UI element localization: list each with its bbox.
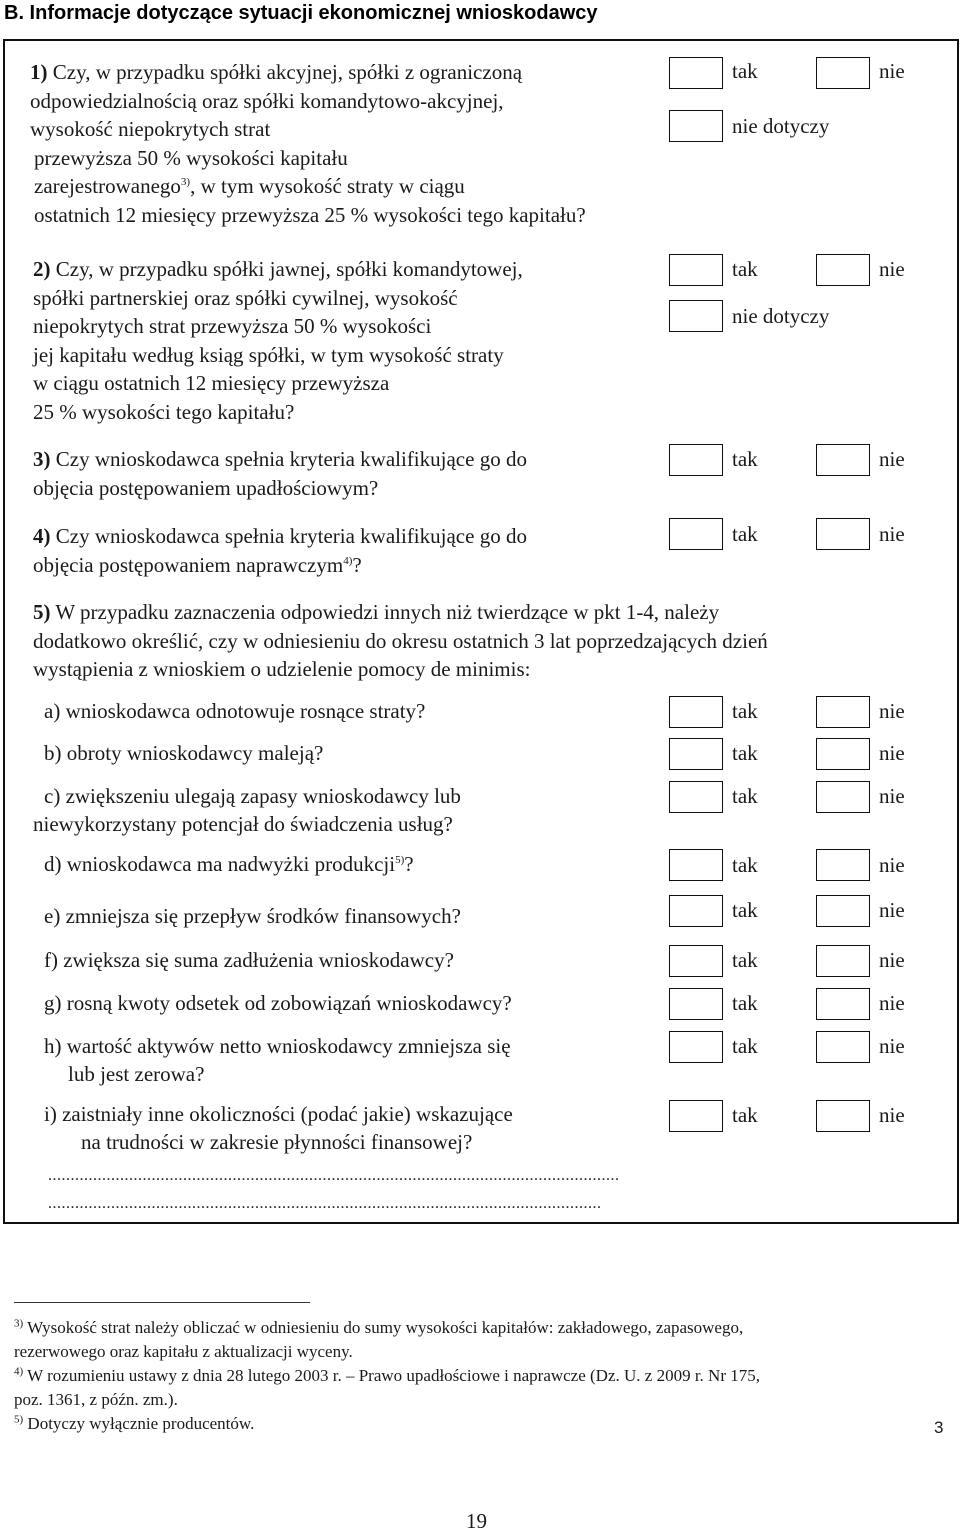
fill-in-line[interactable]: ........................................................................................................................... [48,1195,602,1212]
question-text: , w tym wysokość straty w ciągu [190,174,465,198]
sub-question-b: b) obroty wnioskodawcy maleją? [44,741,324,765]
question-4 [33,522,527,579]
question-text: wysokość niepokrytych strat [30,117,271,141]
q5d-no-checkbox[interactable] [816,849,870,881]
footnote-4 [14,1364,760,1387]
page-number-inner: 3 [934,1418,944,1437]
na-label: nie dotyczy [732,114,830,138]
question-text: przewyższa 50 % wysokości kapitału [34,145,348,170]
no-label: nie [879,784,905,808]
sub-question-c-cont: niewykorzystany potencjał do świadczenia usług? [33,812,453,836]
yes-label: tak [732,741,758,765]
footnote-ref: 5) [395,854,405,866]
footnote-3 [14,1316,743,1339]
q1-no-checkbox[interactable] [816,57,870,89]
yes-label: tak [732,853,758,877]
yes-label: tak [732,447,758,471]
question-number: 5) [33,600,51,624]
q5f-no-checkbox[interactable] [816,945,870,977]
q5c-no-checkbox[interactable] [816,781,870,813]
question-text: ? [352,552,362,577]
q3-yes-checkbox[interactable] [669,444,723,476]
footnote-separator [14,1302,310,1303]
q5e-no-checkbox[interactable] [816,895,870,927]
footnote-3-cont: rezerwowego oraz kapitału z aktualizacji wyceny. [14,1342,353,1361]
footnote-text: Dotyczy wyłącznie producentów. [27,1414,255,1433]
no-label: nie [879,1103,905,1127]
q1-yes-checkbox[interactable] [669,57,723,89]
q2-yes-checkbox[interactable] [669,254,723,286]
no-label: nie [879,991,905,1015]
footnote-ref: 4) [343,554,353,567]
no-label: nie [879,447,905,471]
sub-question-g: g) rosną kwoty odsetek od zobowiązań wnioskodawcy? [44,991,512,1015]
yes-label: tak [732,784,758,808]
question-3 [33,445,527,502]
footnote-marker: 3) [14,1317,24,1330]
question-text: Czy, w przypadku spółki akcyjnej, spółki z ograniczoną [47,60,523,84]
question-text: d) wnioskodawca ma nadwyżki produkcji [44,852,396,876]
q5h-yes-checkbox[interactable] [669,1031,723,1063]
sub-question-h-cont: lub jest zerowa? [68,1062,205,1086]
yes-label: tak [732,898,758,922]
q5b-no-checkbox[interactable] [816,738,870,770]
q4-no-checkbox[interactable] [816,518,870,550]
na-label: nie dotyczy [732,304,830,328]
question-text: objęcia postępowaniem naprawczym [33,552,344,577]
question-number: 3) [33,447,51,471]
footnote-ref: 3) [180,176,191,188]
yes-label: tak [732,1103,758,1127]
section-title: B. Informacje dotyczące sytuacji ekonomicznej wnioskodawcy [4,2,598,24]
sub-question-d [44,850,414,879]
footnote-text: Wysokość strat należy obliczać w odniesieniu do sumy wysokości kapitałów: zakładowego, zapasowego, [27,1318,744,1337]
yes-label: tak [732,257,758,281]
question-1 [30,58,586,229]
question-text: 25 % wysokości tego kapitału? [33,399,295,424]
question-text: ? [404,852,414,876]
q5f-yes-checkbox[interactable] [669,945,723,977]
question-text: objęcia postępowaniem upadłościowym? [33,475,379,500]
question-text: odpowiedzialnością oraz spółki komandytowo-akcyjnej, [30,88,504,113]
sub-question-i: i) zaistniały inne okoliczności (podać jakie) wskazujące [44,1102,513,1126]
yes-label: tak [732,1034,758,1058]
q3-no-checkbox[interactable] [816,444,870,476]
footnote-marker: 4) [14,1365,24,1378]
q1-na-checkbox[interactable] [669,110,723,142]
page-number: 19 [466,1509,487,1533]
q5i-yes-checkbox[interactable] [669,1100,723,1132]
sub-question-a: a) wnioskodawca odnotowuje rosnące straty? [44,699,426,723]
footnote-marker: 5) [14,1413,24,1426]
no-label: nie [879,59,905,83]
q5i-no-checkbox[interactable] [816,1100,870,1132]
question-text: spółki partnerskiej oraz spółki cywilnej, wysokość [33,285,458,310]
question-2 [33,255,523,426]
question-number: 4) [33,524,51,548]
question-5 [33,598,768,684]
yes-label: tak [732,522,758,546]
yes-label: tak [732,991,758,1015]
q5g-yes-checkbox[interactable] [669,988,723,1020]
footnote-4-cont: poz. 1361, z późn. zm.). [14,1390,178,1409]
question-text: Czy, w przypadku spółki jawnej, spółki komandytowej, [50,257,523,281]
footnote-text: W rozumieniu ustawy z dnia 28 lutego 2003 r. – Prawo upadłościowe i naprawcze (Dz. U. z 2009 r. Nr 175, [27,1366,760,1385]
sub-question-e: e) zmniejsza się przepływ środków finansowych? [44,904,461,928]
q5c-yes-checkbox[interactable] [669,781,723,813]
q5e-yes-checkbox[interactable] [669,895,723,927]
question-number: 1) [30,60,48,84]
q5d-yes-checkbox[interactable] [669,849,723,881]
yes-label: tak [732,948,758,972]
no-label: nie [879,1034,905,1058]
question-text: niepokrytych strat przewyższa 50 % wysokości [33,314,432,338]
question-text: Czy wnioskodawca spełnia kryteria kwalifikujące go do [50,524,527,548]
no-label: nie [879,853,905,877]
sub-question-h: h) wartość aktywów netto wnioskodawcy zmniejsza się [44,1034,511,1058]
question-text: ostatnich 12 miesięcy przewyższa 25 % wysokości tego kapitału? [34,202,586,227]
fill-in-line[interactable]: ............................................................................................................................... [48,1167,620,1184]
no-label: nie [879,699,905,723]
q5b-yes-checkbox[interactable] [669,738,723,770]
no-label: nie [879,898,905,922]
sub-question-i-cont: na trudności w zakresie płynności finansowej? [81,1130,473,1154]
question-text: Czy wnioskodawca spełnia kryteria kwalifikujące go do [50,447,527,471]
yes-label: tak [732,699,758,723]
question-text: jej kapitału według ksiąg spółki, w tym wysokość straty [33,342,504,367]
question-text: w ciągu ostatnich 12 miesięcy przewyższa [33,371,390,395]
q2-na-checkbox[interactable] [669,300,723,332]
no-label: nie [879,522,905,546]
q4-yes-checkbox[interactable] [669,518,723,550]
question-text: dodatkowo określić, czy w odniesieniu do okresu ostatnich 3 lat poprzedzających dzień [33,628,768,653]
q5h-no-checkbox[interactable] [816,1031,870,1063]
no-label: nie [879,257,905,281]
yes-label: tak [732,59,758,83]
question-text: zarejestrowanego [34,174,181,198]
sub-question-f: f) zwiększa się suma zadłużenia wnioskodawcy? [44,948,454,972]
q5a-no-checkbox[interactable] [816,696,870,728]
q5g-no-checkbox[interactable] [816,988,870,1020]
no-label: nie [879,741,905,765]
question-text: wystąpienia z wnioskiem o udzielenie pomocy de minimis: [33,657,531,681]
footnote-5 [14,1412,254,1435]
sub-question-c: c) zwiększeniu ulegają zapasy wnioskodawcy lub [44,784,461,808]
q2-no-checkbox[interactable] [816,254,870,286]
q5a-yes-checkbox[interactable] [669,696,723,728]
question-number: 2) [33,257,51,281]
no-label: nie [879,948,905,972]
question-text: W przypadku zaznaczenia odpowiedzi innych niż twierdzące w pkt 1-4, należy [50,600,720,624]
